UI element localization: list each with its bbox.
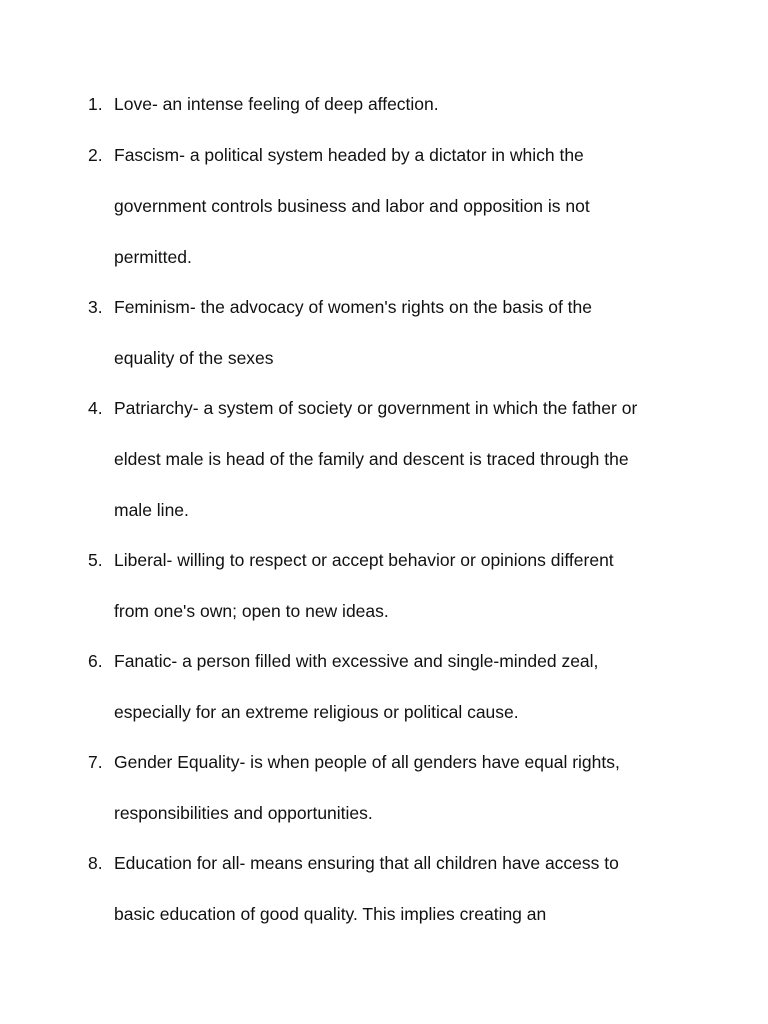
item-text-line: Patriarchy- a system of society or government in which the father or (114, 398, 638, 418)
item-text-line: permitted. (114, 247, 192, 267)
item-text-line: Education for all- means ensuring that all children have access to (114, 853, 619, 873)
item-number: 1. (88, 94, 103, 114)
item-text-line: Feminism- the advocacy of women's rights on the basis of the (114, 297, 593, 317)
item-text-line: Love- an intense feeling of deep affection. (114, 94, 439, 114)
item-number: 3. (88, 297, 103, 317)
item-text-line: Gender Equality- is when people of all genders have equal rights, (114, 752, 620, 772)
item-text-line: equality of the sexes (114, 348, 274, 368)
item-text-line: male line. (114, 500, 189, 520)
item-text-line: Fascism- a political system headed by a dictator in which the (114, 145, 584, 165)
item-text-line: Fanatic- a person filled with excessive and single-minded zeal, (114, 651, 599, 671)
item-number: 6. (88, 651, 103, 671)
item-text-line: from one's own; open to new ideas. (114, 601, 389, 621)
item-number: 4. (88, 398, 103, 418)
item-number: 2. (88, 145, 103, 165)
item-text-line: government controls business and labor and opposition is not (114, 196, 590, 216)
item-number: 7. (88, 752, 103, 772)
item-text-line: eldest male is head of the family and descent is traced through the (114, 449, 629, 469)
item-text-line: especially for an extreme religious or political cause. (114, 702, 519, 722)
item-text-line: responsibilities and opportunities. (114, 803, 373, 823)
item-number: 8. (88, 853, 103, 873)
item-number: 5. (88, 550, 103, 570)
item-text-line: Liberal- willing to respect or accept behavior or opinions different (114, 550, 614, 570)
item-text-line: basic education of good quality. This implies creating an (114, 904, 547, 924)
